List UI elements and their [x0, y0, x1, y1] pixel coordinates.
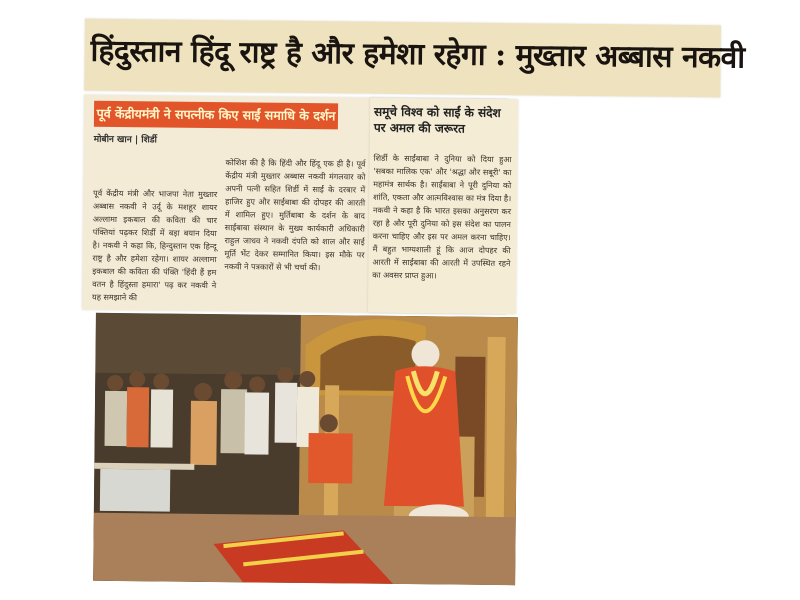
article-column-1: पूर्व केंद्रीय मंत्री और भाजपा नेता मुख्तार अब्बास नकवी ने उर्दू के मशहूर शायर अल्लामा इकबाल की कविता की चार पंक्तियां पढ़कर शिर्डी में बड़ा बयान दिया है। नकवी ने कहा कि, हिन्दुस्तान एक हिन्दू राष्ट्र है और हमेशा रहेगा। शायर अल्लामा इकबाल की कविता की पंक्ति 'हिंदी हैं हम वतन है हिंदुस्ता हमारा' पढ़ कर नकवी ने यह समझाने की	[92, 188, 218, 303]
headline: हिंदुस्तान हिंदू राष्ट्र है और हमेशा रहेगा : मुख्तार अब्बास नकवी	[90, 33, 745, 76]
article-column-2: कोशिश की है कि हिंदी और हिंदू एक ही है। पूर्व केंद्रीय मंत्री मुख्तार अब्बास नकवी मंगलवार को अपनी पत्नी सहित शिर्डी में साईं के दरबार में हाजिर हुए और साईंबाबा की दोपहर की आरती में शामिल हुए। मुर्तिबाबा के दर्शन के बाद साईंबाबा संस्थान के मुख्य कार्यकारी अधिकारी राहुल जाधव ने नकवी दंपति को शाल और साईं मूर्ति भेंट देकर सम्मानित किया। इस मौके पर नकवी ने पत्रकारों से भी चर्चा की।	[224, 158, 366, 273]
sidebar-title: समूचे विश्व को साईं के संदेश पर अमल की जरूरत	[373, 104, 501, 136]
headline-banner	[84, 19, 745, 98]
newspaper-clipping	[79, 19, 745, 596]
sidebar-box	[368, 98, 518, 315]
article-subheading: पूर्व केंद्रीयमंत्री ने सपत्नीक किए साईं समाधि के दर्शन	[94, 101, 338, 130]
article-byline: मोबीन खान | शिर्डी	[93, 134, 157, 146]
shrine-photo-illustration	[93, 313, 518, 585]
sidebar-body: शिर्डी के साईंबाबा ने दुनिया को दिया हुआ 'सबका मालिक एक' और 'श्रद्धा और सबूरी' का महामंत्र सार्थक है। साईंबाबा ने पूरी दुनिया को शांति, एकता और आत्मविश्वास का मंत्र दिया है। नकवी ने कहा है कि भारत इसका अनुसरण कर रहा है और पूरी दुनिया को इस संदेश का पालन करना चाहिए और इस पर अमल करना चाहिए। मैं बहुत भाग्यशाली हूं कि आज दोपहर की आरती में साईंबाबा की आरती में उपस्थित रहने का अवसर प्राप्त हुआ।	[372, 153, 512, 281]
shrine-photo	[93, 313, 518, 585]
